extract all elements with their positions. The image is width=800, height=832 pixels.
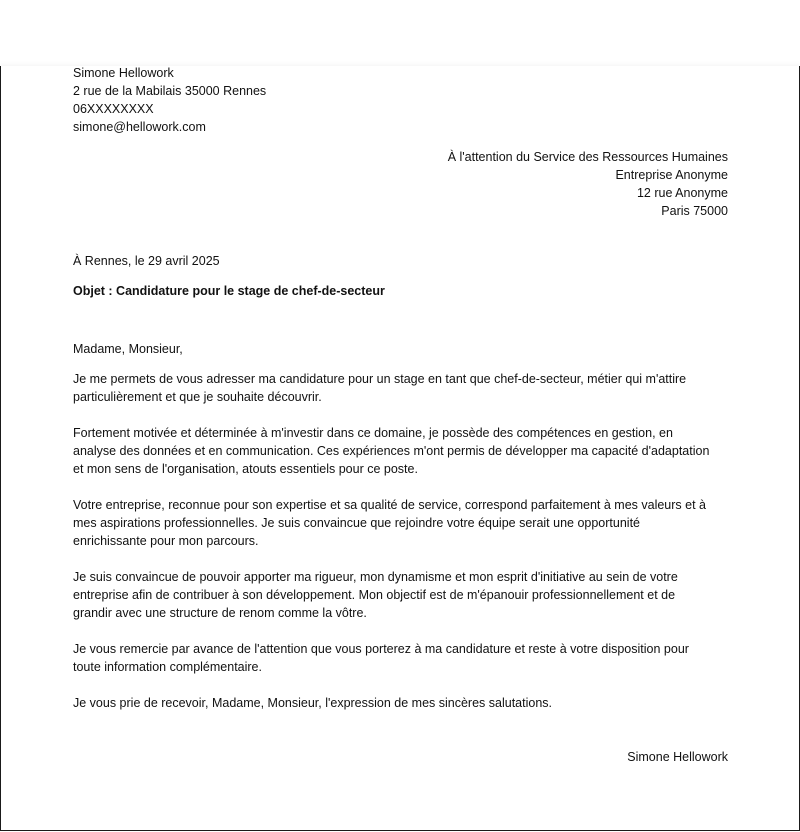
paragraph-line: particulièrement et que je souhaite découvrir.	[73, 390, 322, 404]
paragraph-line: entreprise afin de contribuer à son développement. Mon objectif est de m'épanouir professionnellement et de	[73, 588, 676, 602]
letter-paragraph	[73, 370, 728, 406]
recipient-street: 12 rue Anonyme	[636, 186, 728, 200]
paragraph-line: et mon sens de l'organisation, atouts essentiels pour ce poste.	[73, 462, 418, 476]
paragraph-line: toute information complémentaire.	[73, 660, 262, 674]
letter-paragraph	[73, 640, 728, 676]
letter-paragraph	[73, 424, 728, 478]
paragraph-line: Je vous remercie par avance de l'attention que vous porterez à ma candidature et reste à votre disposition pour	[73, 642, 689, 656]
recipient-company: Entreprise Anonyme	[615, 168, 728, 182]
letter-date: À Rennes, le 29 avril 2025	[73, 254, 220, 268]
letter-subject: Objet : Candidature pour le stage de chef-de-secteur	[73, 284, 385, 298]
paragraph-line: grandir avec une structure de renom comme la vôtre.	[73, 606, 367, 620]
top-bar	[0, 0, 800, 66]
paragraph-line: Votre entreprise, reconnue pour son expertise et sa qualité de service, correspond parfaitement à mes valeurs et à	[73, 498, 706, 512]
paragraph-line: Je me permets de vous adresser ma candidature pour un stage en tant que chef-de-secteur, métier qui m'attire	[73, 372, 687, 386]
paragraph-line: Fortement motivée et déterminée à m'investir dans ce domaine, je possède des compétences en gestion, en	[73, 426, 673, 440]
letter-signature: Simone Hellowork	[627, 750, 728, 764]
paragraph-line: analyse des données et en communication. Ces expériences m'ont permis de développer ma capacité d'adaptation	[73, 444, 710, 458]
letter-page	[0, 66, 800, 831]
paragraph-line: Je suis convaincue de pouvoir apporter ma rigueur, mon dynamisme et mon esprit d'initiative au sein de votre	[73, 570, 678, 584]
letter-paragraph	[73, 568, 728, 622]
recipient-city: Paris 75000	[661, 204, 728, 218]
paragraph-line: mes aspirations professionnelles. Je suis convaincue que rejoindre votre équipe serait une opportunité	[73, 516, 641, 530]
recipient-block	[448, 148, 728, 220]
sender-block	[73, 64, 266, 136]
letter-greeting: Madame, Monsieur,	[73, 342, 183, 356]
sender-phone: 06XXXXXXXX	[73, 102, 154, 116]
sender-address: 2 rue de la Mabilais 35000 Rennes	[73, 84, 267, 98]
sender-name: Simone Hellowork	[73, 66, 174, 80]
paragraph-line: enrichissante pour mon parcours.	[73, 534, 259, 548]
sender-email: simone@hellowork.com	[73, 120, 206, 134]
letter-paragraph	[73, 496, 728, 550]
paragraph-line: Je vous prie de recevoir, Madame, Monsieur, l'expression de mes sincères salutations.	[73, 696, 553, 710]
recipient-attention: À l'attention du Service des Ressources Humaines	[447, 150, 728, 164]
letter-paragraph	[73, 694, 728, 712]
